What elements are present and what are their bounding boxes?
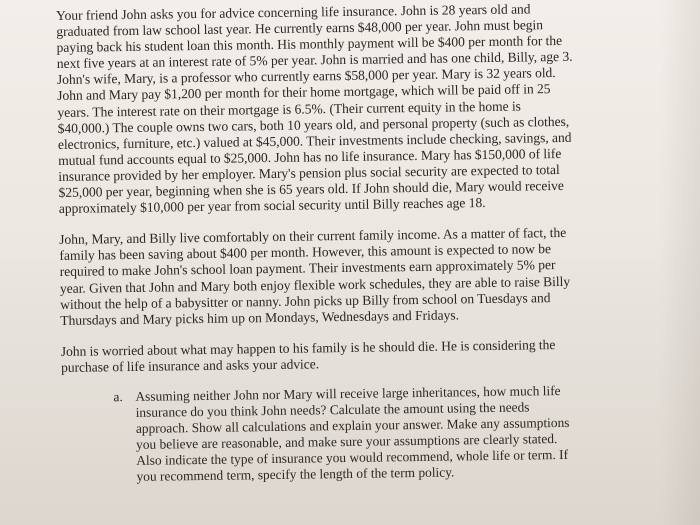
paragraph-concern: John is worried about what may happen to his family is he should die. He is considering the purchase of life insurance and asks your advice. (60, 336, 556, 375)
paragraph-family-finances: John, Mary, and Billy live comfortably on their current family income. As a matter of fact, the family has been saving about $400 per month. However, this amount is expected to now be required to make John's school loan payment. Their investments earn approximately 5% per year. Given that John and Mary both enjoy flexible work schedules, they are able to raise Billy without the help of a babysitter or nanny. John picks up Billy from school on Tuesdays and Thursdays and Mary picks him up on Mondays, Wednesdays and Fridays. (59, 225, 571, 328)
document-page (56, 0, 663, 486)
question-text: Assuming neither John nor Mary will receive large inheritances, how much life insurance do you think John needs? Calculate the amount using the needs approach. Show all calculations and explain your answer. Make any assumptions you believe are reasonable, and make sure your assumptions are clearly stated. Also indicate the type of insurance you would recommend, whole life or term. If you recommend term, specify the length of the term policy. (135, 382, 570, 485)
question-marker: a. (113, 389, 123, 405)
paper-shadow (660, 0, 700, 525)
question-item (113, 382, 662, 486)
paragraph-scenario: Your friend John asks you for advice concerning life insurance. John is 28 years old and graduated from law school last year. He currently earns $48,000 per year. John must begin paying back his student loan this month. His monthly payment will be $400 per month for the next five years at an interest rate of 5% per year. John is married and has one child, Billy, age 3. John's wife, Mary, is a professor who currently earns $58,000 per year. Mary is 32 years old. John and Mary pay $1,200 per month for their home mortgage, which will be paid off in 25 years. The interest rate on their mortgage is 6.5%. (Their current equity in the home is $40,000.) The couple owns two cars, both 10 years old, and personal property (such as clothes, electronics, furniture, etc.) valued at $45,000. Their investments include checking, savings, and mutual fund accounts equal to $25,000. John has no life insurance. Mary has $150,000 of life insurance provided by her employer. Mary's pension plus social security are expected to total $25,000 per year, beginning when she is 65 years old. If John should die, Mary would receive approximately $10,000 per year from social security until Billy reaches age 18. (56, 1, 573, 217)
